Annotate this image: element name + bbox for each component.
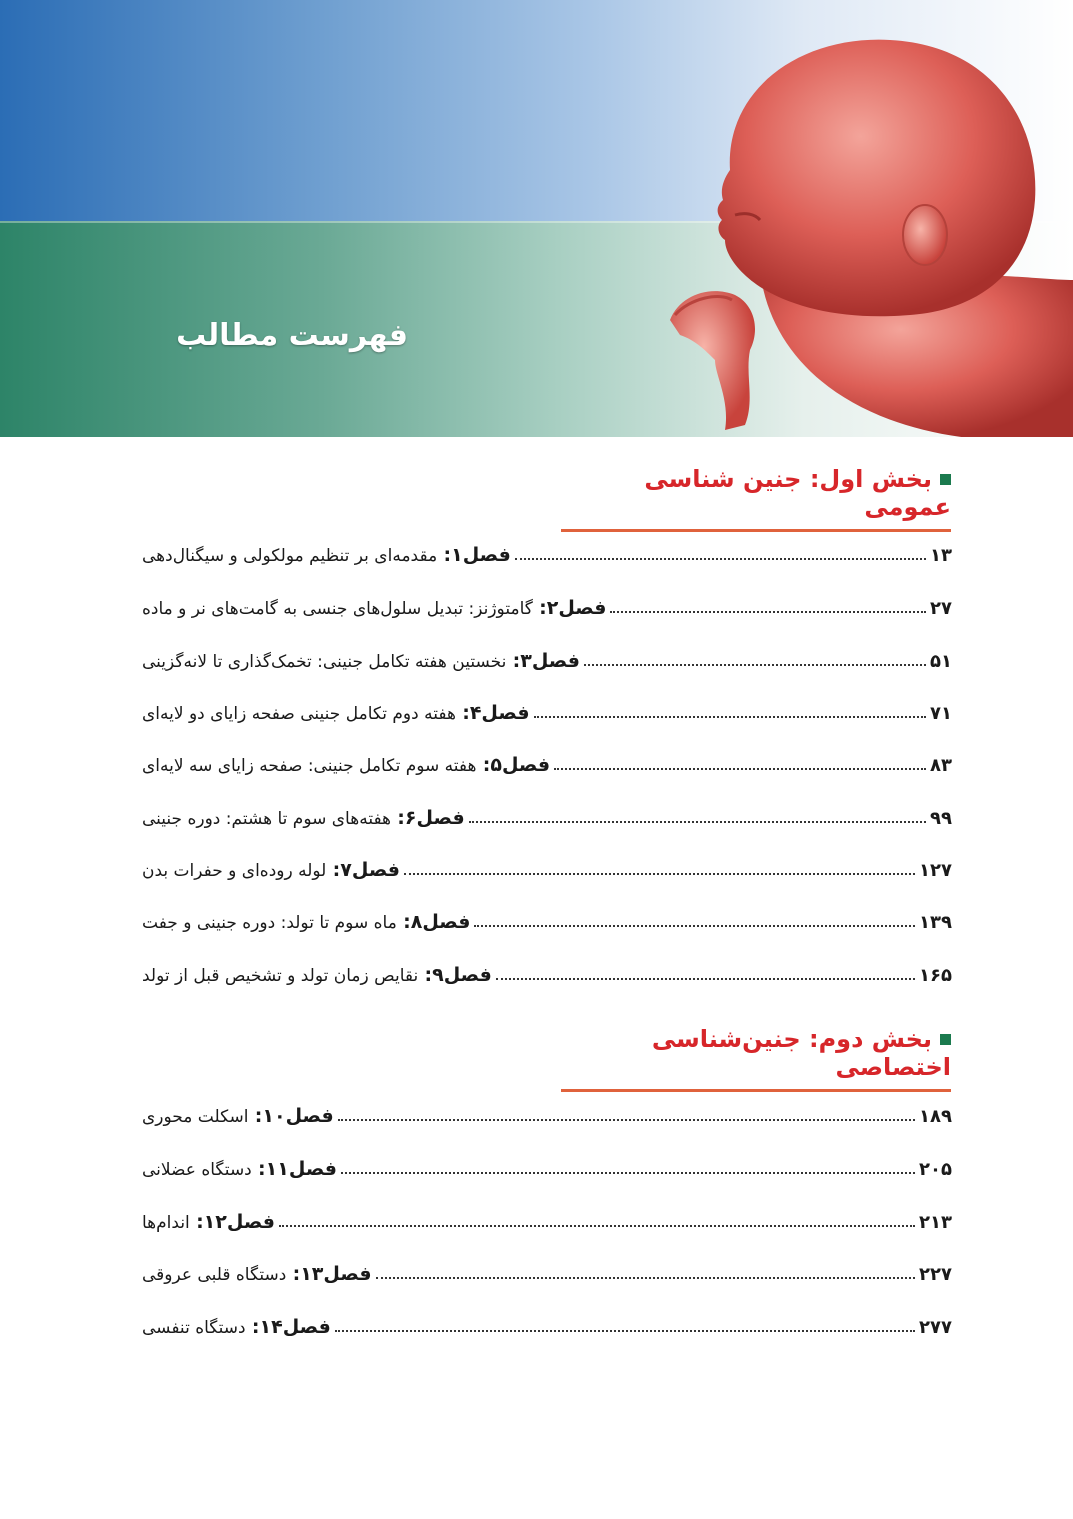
dot-leader — [554, 768, 926, 770]
page-number: ۱۸۹ — [919, 1106, 952, 1127]
toc-entry-label — [140, 807, 465, 829]
dot-leader — [474, 925, 915, 927]
toc-entry-label — [140, 1263, 372, 1285]
page-number: ۹۹ — [930, 808, 952, 829]
dot-leader — [496, 978, 915, 980]
chapter-number: فصل۱۲: — [196, 1211, 275, 1233]
toc-entry-label — [140, 754, 550, 776]
dot-leader — [279, 1225, 915, 1227]
chapter-title: اسکلت محوری — [142, 1107, 249, 1127]
chapter-number: فصل۱۴: — [251, 1316, 331, 1338]
chapter-title: دستگاه عضلانی — [142, 1160, 252, 1180]
dot-leader — [404, 873, 915, 875]
toc-entry-label — [140, 859, 400, 881]
chapter-number: فصل۴: — [462, 702, 530, 724]
page-number: ۸۳ — [930, 755, 952, 776]
chapter-title: نقایص زمان تولد و تشخیص قبل از تولد — [142, 966, 419, 986]
toc-entry-label — [140, 650, 580, 672]
dot-leader — [584, 664, 926, 666]
chapter-title: گامتوژنز: تبدیل سلول‌های جنسی به گامت‌های نر و ماده — [142, 599, 533, 619]
chapter-number: فصل۱۱: — [258, 1158, 337, 1180]
bullet-square-icon — [940, 474, 951, 485]
toc-entry-label — [140, 911, 470, 933]
chapter-number: فصل۵: — [482, 754, 551, 776]
toc-entry[interactable] — [140, 1304, 952, 1338]
page-number: ۷۱ — [930, 703, 952, 724]
page-number: ۲۷ — [930, 598, 952, 619]
toc-entry[interactable] — [140, 952, 952, 986]
bullet-square-icon — [940, 1034, 951, 1045]
page-number: ۱۳ — [930, 545, 952, 566]
chapter-title: هفته دوم تکامل جنینی صفحه زایای دو لایه‌ای — [142, 704, 456, 724]
page-number: ۲۱۳ — [919, 1212, 952, 1233]
toc-entry-label — [140, 1158, 337, 1180]
page-number: ۵۱ — [930, 651, 952, 672]
header-banner — [0, 0, 1073, 437]
toc-entry[interactable] — [140, 795, 952, 829]
page-number: ۱۶۵ — [919, 965, 952, 986]
section-heading-part2-text: بخش دوم: جنین‌شناسی اختصاصی — [651, 1025, 951, 1081]
toc-entry[interactable] — [140, 690, 952, 724]
section-heading-part2 — [561, 1025, 951, 1092]
page-number: ۲۲۷ — [919, 1264, 952, 1285]
page-title: فهرست مطالب — [176, 318, 408, 353]
chapter-title: هفته سوم تکامل جنینی: صفحه زایای سه لایه‌ای — [142, 756, 477, 776]
toc-entry[interactable] — [140, 1093, 952, 1127]
chapter-title: لوله روده‌ای و حفرات بدن — [142, 861, 327, 881]
chapter-number: فصل۶: — [397, 807, 465, 829]
toc-entry[interactable] — [140, 847, 952, 881]
chapter-number: فصل۸: — [403, 911, 471, 933]
chapter-title: ماه سوم تا تولد: دوره جنینی و جفت — [142, 913, 397, 933]
dot-leader — [515, 558, 926, 560]
toc-entry[interactable] — [140, 1251, 952, 1285]
toc-entry[interactable] — [140, 1199, 952, 1233]
page-number: ۱۳۹ — [919, 912, 952, 933]
toc-entry[interactable] — [140, 899, 952, 933]
fetus-illustration — [520, 30, 1073, 437]
toc-entry-label — [140, 1316, 331, 1338]
section-heading-part1 — [561, 465, 951, 532]
chapter-title: دستگاه تنفسی — [142, 1318, 246, 1338]
chapter-title: هفته‌های سوم تا هشتم: دوره جنینی — [142, 809, 392, 829]
dot-leader — [469, 821, 926, 823]
toc-entry-label — [140, 964, 492, 986]
toc-entry-label — [140, 1211, 275, 1233]
page-number: ۲۷۷ — [919, 1317, 952, 1338]
dot-leader — [534, 716, 926, 718]
toc-entry[interactable] — [140, 585, 952, 619]
toc-entry[interactable] — [140, 638, 952, 672]
chapter-number: فصل۱۳: — [292, 1263, 372, 1285]
chapter-title: نخستین هفته تکامل جنینی: تخمک‌گذاری تا لانه‌گزینی — [142, 652, 507, 672]
toc-entry-label — [140, 597, 606, 619]
dot-leader — [376, 1277, 916, 1279]
chapter-title: مقدمه‌ای بر تنظیم مولکولی و سیگنال‌دهی — [142, 546, 438, 566]
dot-leader — [335, 1330, 915, 1332]
chapter-number: فصل۳: — [512, 650, 580, 672]
chapter-number: فصل۱: — [443, 544, 511, 566]
dot-leader — [338, 1119, 915, 1121]
toc-entry-label — [140, 702, 530, 724]
chapter-number: فصل۱۰: — [254, 1105, 334, 1127]
toc-entry[interactable] — [140, 532, 952, 566]
chapter-title: اندام‌ها — [142, 1213, 190, 1233]
chapter-title: دستگاه قلبی عروقی — [142, 1265, 287, 1285]
section-heading-part1-text: بخش اول: جنین شناسی عمومی — [644, 465, 951, 521]
toc-entry-label — [140, 544, 511, 566]
dot-leader — [610, 611, 926, 613]
toc-entry-label — [140, 1105, 334, 1127]
toc-entry[interactable] — [140, 1146, 952, 1180]
page-number: ۱۲۷ — [919, 860, 952, 881]
dot-leader — [341, 1172, 915, 1174]
toc-entry[interactable] — [140, 742, 952, 776]
chapter-number: فصل۲: — [539, 597, 607, 619]
page-number: ۲۰۵ — [919, 1159, 952, 1180]
chapter-number: فصل۹: — [424, 964, 492, 986]
chapter-number: فصل۷: — [332, 859, 400, 881]
